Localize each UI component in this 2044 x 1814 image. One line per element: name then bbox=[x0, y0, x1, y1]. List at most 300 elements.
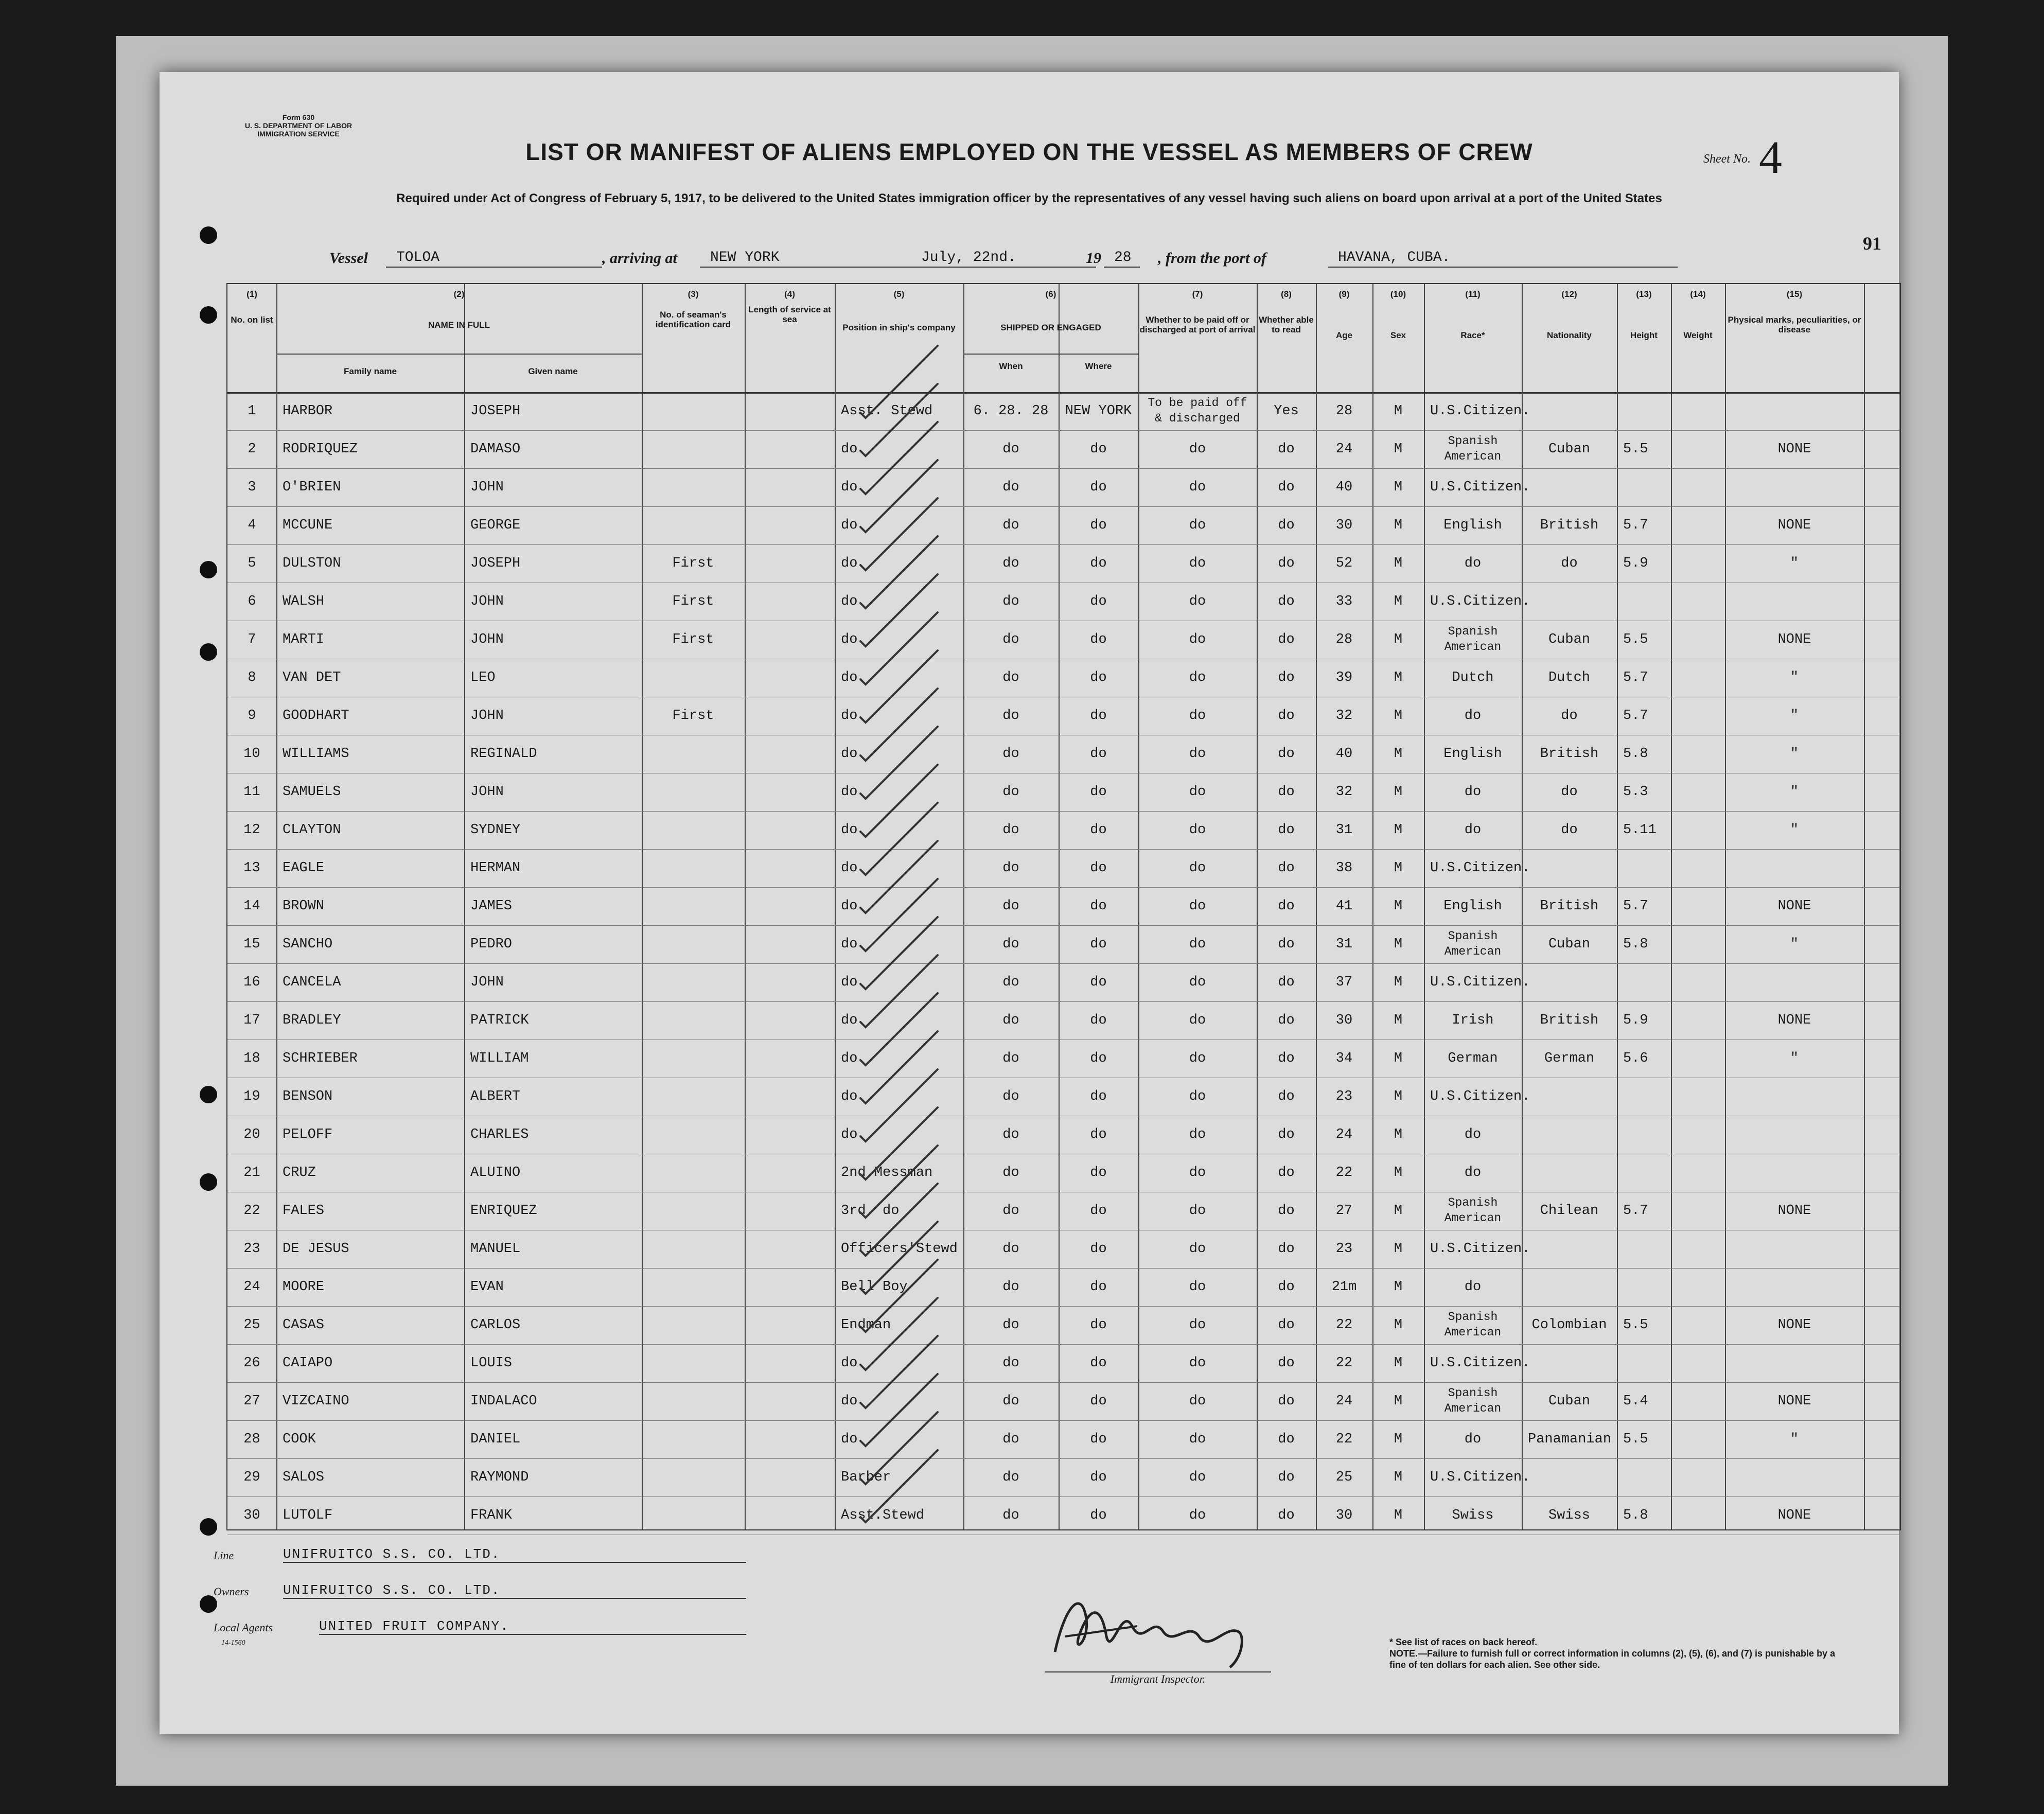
cell-no: 6 bbox=[248, 594, 256, 609]
cell-height: 5.9 bbox=[1623, 1013, 1648, 1028]
table-row bbox=[227, 1382, 1900, 1421]
table-row bbox=[227, 1496, 1900, 1535]
table-row bbox=[227, 468, 1900, 507]
table-row bbox=[227, 887, 1900, 926]
cell-height: 5.7 bbox=[1623, 518, 1648, 533]
cell-card bbox=[648, 849, 738, 887]
cell-paid: do bbox=[1189, 1127, 1206, 1142]
table-row bbox=[227, 392, 1900, 431]
cell-when: 6. 28. 28 bbox=[973, 403, 1049, 419]
cell-phys: " bbox=[1790, 822, 1799, 838]
cell-nat: Dutch bbox=[1548, 670, 1590, 685]
cell-where: do bbox=[1090, 1127, 1107, 1142]
cell-race: English bbox=[1443, 899, 1502, 914]
cell-phys bbox=[1731, 1344, 1858, 1382]
cell-no: 20 bbox=[243, 1127, 260, 1142]
column-header: Given name bbox=[528, 366, 578, 376]
cell-no: 5 bbox=[248, 556, 256, 571]
cell-given: GEORGE bbox=[470, 518, 521, 533]
cell-given: FRANK bbox=[470, 1508, 513, 1523]
document-title: LIST OR MANIFEST OF ALIENS EMPLOYED ON THE VESSEL AS MEMBERS OF CREW bbox=[525, 138, 1533, 165]
table-row bbox=[227, 1001, 1900, 1040]
cell-where: do bbox=[1090, 860, 1107, 876]
cell-race: U.S.Citizen. bbox=[1430, 480, 1530, 495]
header-divider bbox=[276, 354, 642, 355]
cell-where: do bbox=[1090, 1317, 1107, 1333]
cell-sex: M bbox=[1394, 708, 1403, 724]
cell-position: do bbox=[841, 708, 858, 724]
cell-sex: M bbox=[1394, 1051, 1403, 1066]
cell-sex: M bbox=[1394, 1394, 1403, 1409]
column-header: Sex bbox=[1390, 330, 1406, 340]
cell-nat bbox=[1528, 1268, 1611, 1306]
cell-read: do bbox=[1278, 899, 1295, 914]
cell-no: 10 bbox=[243, 746, 260, 762]
line-label: Line bbox=[214, 1549, 234, 1562]
cell-read: do bbox=[1278, 708, 1295, 724]
cell-family: WALSH bbox=[283, 594, 325, 609]
cell-race: Spanish American bbox=[1444, 1196, 1502, 1225]
punch-hole bbox=[200, 1518, 217, 1536]
cell-sex: M bbox=[1394, 1203, 1403, 1219]
cell-when: do bbox=[1002, 746, 1019, 762]
cell-family: FALES bbox=[283, 1203, 325, 1219]
cell-paid: do bbox=[1189, 1241, 1206, 1257]
cell-age: 32 bbox=[1335, 708, 1353, 724]
cell-height bbox=[1623, 849, 1665, 887]
cell-where: do bbox=[1090, 784, 1107, 800]
cell-when: do bbox=[1002, 556, 1019, 571]
cell-nat: Cuban bbox=[1548, 442, 1590, 457]
cell-height: 5.9 bbox=[1623, 556, 1648, 571]
cell-nat: Panamanian bbox=[1528, 1432, 1612, 1447]
cell-read: do bbox=[1278, 1089, 1295, 1104]
cell-position: do bbox=[841, 1051, 858, 1066]
cell-read: do bbox=[1278, 1355, 1295, 1371]
cell-age: 24 bbox=[1335, 1127, 1353, 1142]
owners-label: Owners bbox=[214, 1585, 249, 1598]
cell-where: do bbox=[1090, 1241, 1107, 1257]
owners-value: UNIFRUITCO S.S. CO. LTD. bbox=[283, 1582, 746, 1599]
column-header: Physical marks, peculiarities, or disease bbox=[1728, 315, 1861, 334]
cell-race: do bbox=[1464, 1165, 1482, 1181]
table-row bbox=[227, 1420, 1900, 1459]
cell-family: CASAS bbox=[283, 1317, 325, 1333]
cell-height: 5.6 bbox=[1623, 1051, 1648, 1066]
cell-family: DE JESUS bbox=[283, 1241, 349, 1257]
cell-nat: Cuban bbox=[1548, 937, 1590, 952]
cell-sex: M bbox=[1394, 784, 1403, 800]
cell-when: do bbox=[1002, 1317, 1019, 1333]
cell-sex: M bbox=[1394, 1432, 1403, 1447]
cell-position: Bell Boy bbox=[841, 1279, 908, 1295]
column-header: Family name bbox=[344, 366, 397, 376]
cell-given: MANUEL bbox=[470, 1241, 521, 1257]
cell-paid: do bbox=[1189, 708, 1206, 724]
cell-read: do bbox=[1278, 1317, 1295, 1333]
cell-height: 5.8 bbox=[1623, 937, 1648, 952]
cell-card bbox=[648, 430, 738, 468]
cell-phys bbox=[1731, 963, 1858, 1001]
cell-sex: M bbox=[1394, 518, 1403, 533]
cell-card bbox=[648, 1458, 738, 1496]
cell-read: do bbox=[1278, 975, 1295, 990]
cell-family: VAN DET bbox=[283, 670, 341, 685]
cell-sex: M bbox=[1394, 937, 1403, 952]
agents-label: Local Agents bbox=[214, 1621, 273, 1634]
cell-phys: " bbox=[1790, 556, 1799, 571]
cell-when: do bbox=[1002, 1165, 1019, 1181]
cell-card: First bbox=[672, 632, 714, 647]
cell-when: do bbox=[1002, 937, 1019, 952]
column-header: (9) bbox=[1338, 289, 1350, 299]
table-row bbox=[227, 506, 1900, 545]
cell-family: PELOFF bbox=[283, 1127, 333, 1142]
cell-read: do bbox=[1278, 518, 1295, 533]
cell-no: 7 bbox=[248, 632, 256, 647]
cell-paid: do bbox=[1189, 442, 1206, 457]
cell-phys: " bbox=[1790, 708, 1799, 724]
cell-family: LUTOLF bbox=[283, 1508, 333, 1523]
cell-position: do bbox=[841, 1394, 858, 1409]
table-row bbox=[227, 773, 1900, 812]
table-row bbox=[227, 1116, 1900, 1154]
table-row bbox=[227, 697, 1900, 735]
cell-no: 18 bbox=[243, 1051, 260, 1066]
cell-sex: M bbox=[1394, 1279, 1403, 1295]
cell-no: 24 bbox=[243, 1279, 260, 1295]
cell-read: do bbox=[1278, 860, 1295, 876]
table-row bbox=[227, 544, 1900, 583]
cell-phys bbox=[1731, 468, 1858, 506]
cell-paid: do bbox=[1189, 860, 1206, 876]
cell-height bbox=[1623, 1268, 1665, 1306]
cell-nat bbox=[1528, 963, 1611, 1001]
cell-age: 39 bbox=[1335, 670, 1353, 685]
cell-nat: do bbox=[1561, 556, 1578, 571]
cell-race: Swiss bbox=[1452, 1508, 1494, 1523]
cell-height: 5.5 bbox=[1623, 1432, 1648, 1447]
cell-given: JOSEPH bbox=[470, 403, 521, 419]
cell-race: U.S.Citizen. bbox=[1430, 1241, 1530, 1257]
punch-hole bbox=[200, 306, 217, 324]
cell-paid: do bbox=[1189, 1508, 1206, 1523]
cell-family: BRADLEY bbox=[283, 1013, 341, 1028]
cell-position: do bbox=[841, 518, 858, 533]
cell-age: 23 bbox=[1335, 1089, 1353, 1104]
cell-sex: M bbox=[1394, 556, 1403, 571]
cell-age: 30 bbox=[1335, 1508, 1353, 1523]
cell-given: DANIEL bbox=[470, 1432, 521, 1447]
cell-nat bbox=[1528, 1344, 1611, 1382]
cell-phys: NONE bbox=[1777, 1394, 1811, 1409]
cell-given: SYDNEY bbox=[470, 822, 521, 838]
cell-phys: " bbox=[1790, 937, 1799, 952]
cell-read: do bbox=[1278, 784, 1295, 800]
cell-paid: do bbox=[1189, 1432, 1206, 1447]
cell-read: do bbox=[1278, 746, 1295, 762]
cell-age: 31 bbox=[1335, 822, 1353, 838]
cell-family: EAGLE bbox=[283, 860, 325, 876]
cell-sex: M bbox=[1394, 1470, 1403, 1485]
cell-phys: NONE bbox=[1777, 1203, 1811, 1219]
cell-race: U.S.Citizen. bbox=[1430, 1089, 1530, 1104]
cell-card bbox=[648, 887, 738, 925]
cell-where: do bbox=[1090, 708, 1107, 724]
cell-height: 5.7 bbox=[1623, 899, 1648, 914]
cell-phys: NONE bbox=[1777, 632, 1811, 647]
cell-family: DULSTON bbox=[283, 556, 341, 571]
column-header: (4) bbox=[784, 289, 795, 299]
cell-read: do bbox=[1278, 1165, 1295, 1181]
cell-no: 15 bbox=[243, 937, 260, 952]
agents-value: UNITED FRUIT COMPANY. bbox=[319, 1618, 746, 1635]
cell-read: do bbox=[1278, 1508, 1295, 1523]
cell-when: do bbox=[1002, 442, 1019, 457]
cell-race: do bbox=[1464, 556, 1482, 571]
cell-card bbox=[648, 1078, 738, 1116]
cell-height bbox=[1623, 583, 1665, 621]
table-row bbox=[227, 735, 1900, 773]
cell-height bbox=[1623, 1458, 1665, 1496]
table-row bbox=[227, 430, 1900, 469]
cell-read: do bbox=[1278, 1394, 1295, 1409]
column-header: No. on list bbox=[231, 315, 273, 325]
cell-nat: British bbox=[1540, 1013, 1599, 1028]
cell-family: RODRIQUEZ bbox=[283, 442, 358, 457]
cell-where: do bbox=[1090, 632, 1107, 647]
cell-given: JAMES bbox=[470, 899, 513, 914]
column-header: Whether to be paid off or discharged at port of arrival bbox=[1139, 315, 1256, 334]
column-header: Where bbox=[1085, 361, 1112, 371]
cell-paid: do bbox=[1189, 899, 1206, 914]
cell-where: do bbox=[1090, 556, 1107, 571]
cell-paid: do bbox=[1189, 975, 1206, 990]
table-row bbox=[227, 1078, 1900, 1116]
cell-given: ALUINO bbox=[470, 1165, 521, 1181]
column-header: (12) bbox=[1561, 289, 1577, 299]
cell-race: Spanish American bbox=[1444, 1310, 1502, 1339]
punch-hole bbox=[200, 561, 217, 578]
year-prefix: 19 bbox=[1086, 250, 1101, 267]
cell-read: do bbox=[1278, 442, 1295, 457]
cell-height: 5.7 bbox=[1623, 708, 1648, 724]
cell-when: do bbox=[1002, 1127, 1019, 1142]
cell-sex: M bbox=[1394, 1508, 1403, 1523]
cell-no: 30 bbox=[243, 1508, 260, 1523]
cell-no: 17 bbox=[243, 1013, 260, 1028]
cell-age: 22 bbox=[1335, 1355, 1353, 1371]
cell-where: do bbox=[1090, 594, 1107, 609]
cell-race: Spanish American bbox=[1444, 625, 1502, 654]
cell-when: do bbox=[1002, 899, 1019, 914]
cell-when: do bbox=[1002, 632, 1019, 647]
vessel-name: TOLOA bbox=[386, 250, 602, 268]
cell-nat: do bbox=[1561, 784, 1578, 800]
cell-nat: Chilean bbox=[1540, 1203, 1599, 1219]
cell-where: do bbox=[1090, 1089, 1107, 1104]
cell-when: do bbox=[1002, 1508, 1019, 1523]
cell-card bbox=[648, 773, 738, 811]
cell-no: 3 bbox=[248, 480, 256, 495]
cell-age: 30 bbox=[1335, 518, 1353, 533]
cell-age: 52 bbox=[1335, 556, 1353, 571]
cell-card bbox=[648, 925, 738, 963]
footer-notes bbox=[1389, 1636, 1842, 1670]
cell-position: Barber bbox=[841, 1470, 891, 1485]
cell-nat: British bbox=[1540, 518, 1599, 533]
cell-position: do bbox=[841, 784, 858, 800]
cell-sex: M bbox=[1394, 1013, 1403, 1028]
cell-family: MOORE bbox=[283, 1279, 325, 1295]
column-header: (15) bbox=[1786, 289, 1803, 299]
cell-where: do bbox=[1090, 1013, 1107, 1028]
cell-phys: " bbox=[1790, 670, 1799, 685]
cell-given: PATRICK bbox=[470, 1013, 529, 1028]
cell-nat bbox=[1528, 392, 1611, 430]
column-header: Weight bbox=[1683, 330, 1713, 340]
manifest-footer bbox=[160, 1544, 1899, 1719]
table-row bbox=[227, 1192, 1900, 1230]
cell-when: do bbox=[1002, 1432, 1019, 1447]
cell-given: LEO bbox=[470, 670, 496, 685]
cell-family: COOK bbox=[283, 1432, 316, 1447]
cell-sex: M bbox=[1394, 746, 1403, 762]
cell-where: do bbox=[1090, 1432, 1107, 1447]
column-header: Height bbox=[1630, 330, 1658, 340]
cell-height: 5.7 bbox=[1623, 1203, 1648, 1219]
cell-card bbox=[648, 659, 738, 697]
cell-position: Asst.Stewd bbox=[841, 1508, 925, 1523]
cell-where: do bbox=[1090, 1394, 1107, 1409]
cell-phys bbox=[1731, 1268, 1858, 1306]
cell-position: do bbox=[841, 746, 858, 762]
cell-height: 5.5 bbox=[1623, 442, 1648, 457]
cell-position: do bbox=[841, 1127, 858, 1142]
crew-table bbox=[226, 283, 1901, 1530]
sheet-label: Sheet No. bbox=[1703, 152, 1751, 166]
cell-height: 5.7 bbox=[1623, 670, 1648, 685]
cell-race: U.S.Citizen. bbox=[1430, 975, 1530, 990]
cell-family: SALOS bbox=[283, 1470, 325, 1485]
table-row bbox=[227, 925, 1900, 964]
cell-card bbox=[648, 1001, 738, 1040]
cell-no: 27 bbox=[243, 1394, 260, 1409]
cell-race: U.S.Citizen. bbox=[1430, 860, 1530, 876]
cell-where: do bbox=[1090, 518, 1107, 533]
table-row bbox=[227, 1306, 1900, 1345]
cell-nat: do bbox=[1561, 822, 1578, 838]
cell-sex: M bbox=[1394, 670, 1403, 685]
cell-where: do bbox=[1090, 1470, 1107, 1485]
inspector-caption: Immigrant Inspector. bbox=[1045, 1671, 1271, 1686]
cell-where: do bbox=[1090, 1355, 1107, 1371]
cell-given: JOSEPH bbox=[470, 556, 521, 571]
cell-paid: do bbox=[1189, 1355, 1206, 1371]
cell-no: 16 bbox=[243, 975, 260, 990]
cell-where: do bbox=[1090, 746, 1107, 762]
cell-phys: NONE bbox=[1777, 518, 1811, 533]
form-line: Form 630 bbox=[282, 113, 315, 121]
cell-where: NEW YORK bbox=[1065, 403, 1132, 419]
cell-paid: do bbox=[1189, 594, 1206, 609]
cell-when: do bbox=[1002, 1394, 1019, 1409]
cell-family: SAMUELS bbox=[283, 784, 341, 800]
cell-card bbox=[648, 506, 738, 544]
cell-paid: do bbox=[1189, 1203, 1206, 1219]
cell-family: O'BRIEN bbox=[283, 480, 341, 495]
cell-card bbox=[648, 1154, 738, 1192]
cell-age: 32 bbox=[1335, 784, 1353, 800]
cell-nat: do bbox=[1561, 708, 1578, 724]
cell-where: do bbox=[1090, 899, 1107, 914]
cell-race: do bbox=[1464, 784, 1482, 800]
cell-position: do bbox=[841, 442, 858, 457]
cell-sex: M bbox=[1394, 1165, 1403, 1181]
column-header: (5) bbox=[893, 289, 905, 299]
cell-no: 25 bbox=[243, 1317, 260, 1333]
cell-card bbox=[648, 735, 738, 773]
cell-family: BENSON bbox=[283, 1089, 333, 1104]
cell-family: MCCUNE bbox=[283, 518, 333, 533]
cell-sex: M bbox=[1394, 860, 1403, 876]
cell-age: 23 bbox=[1335, 1241, 1353, 1257]
cell-when: do bbox=[1002, 1241, 1019, 1257]
cell-given: DAMASO bbox=[470, 442, 521, 457]
cell-given: ALBERT bbox=[470, 1089, 521, 1104]
table-row bbox=[227, 1230, 1900, 1269]
cell-race: do bbox=[1464, 822, 1482, 838]
cell-given: LOUIS bbox=[470, 1355, 513, 1371]
cell-race: German bbox=[1448, 1051, 1498, 1066]
cell-no: 2 bbox=[248, 442, 256, 457]
cell-paid: To be paid off & discharged bbox=[1148, 396, 1247, 425]
cell-no: 9 bbox=[248, 708, 256, 724]
cell-phys: " bbox=[1790, 784, 1799, 800]
cell-position: do bbox=[841, 975, 858, 990]
cell-when: do bbox=[1002, 1051, 1019, 1066]
cell-family: VIZCAINO bbox=[283, 1394, 349, 1409]
cell-no: 19 bbox=[243, 1089, 260, 1104]
cell-paid: do bbox=[1189, 1051, 1206, 1066]
cell-paid: do bbox=[1189, 1279, 1206, 1295]
cell-phys bbox=[1731, 583, 1858, 621]
cell-family: CRUZ bbox=[283, 1165, 316, 1181]
cell-no: 23 bbox=[243, 1241, 260, 1257]
cell-sex: M bbox=[1394, 1241, 1403, 1257]
cell-height bbox=[1623, 963, 1665, 1001]
cell-nat: British bbox=[1540, 899, 1599, 914]
table-row bbox=[227, 849, 1900, 888]
cell-when: do bbox=[1002, 860, 1019, 876]
cell-sex: M bbox=[1394, 899, 1403, 914]
cell-height: 5.8 bbox=[1623, 1508, 1648, 1523]
cell-no: 12 bbox=[243, 822, 260, 838]
cell-card bbox=[648, 1496, 738, 1535]
cell-paid: do bbox=[1189, 1317, 1206, 1333]
cell-age: 21m bbox=[1331, 1279, 1357, 1295]
cell-no: 4 bbox=[248, 518, 256, 533]
cell-phys: " bbox=[1790, 746, 1799, 762]
cell-no: 8 bbox=[248, 670, 256, 685]
cell-no: 11 bbox=[243, 784, 260, 800]
cell-position: do bbox=[841, 632, 858, 647]
cell-when: do bbox=[1002, 670, 1019, 685]
form-code: 14-1560 bbox=[221, 1639, 245, 1647]
cell-paid: do bbox=[1189, 1013, 1206, 1028]
cell-where: do bbox=[1090, 442, 1107, 457]
cell-family: CANCELA bbox=[283, 975, 341, 990]
